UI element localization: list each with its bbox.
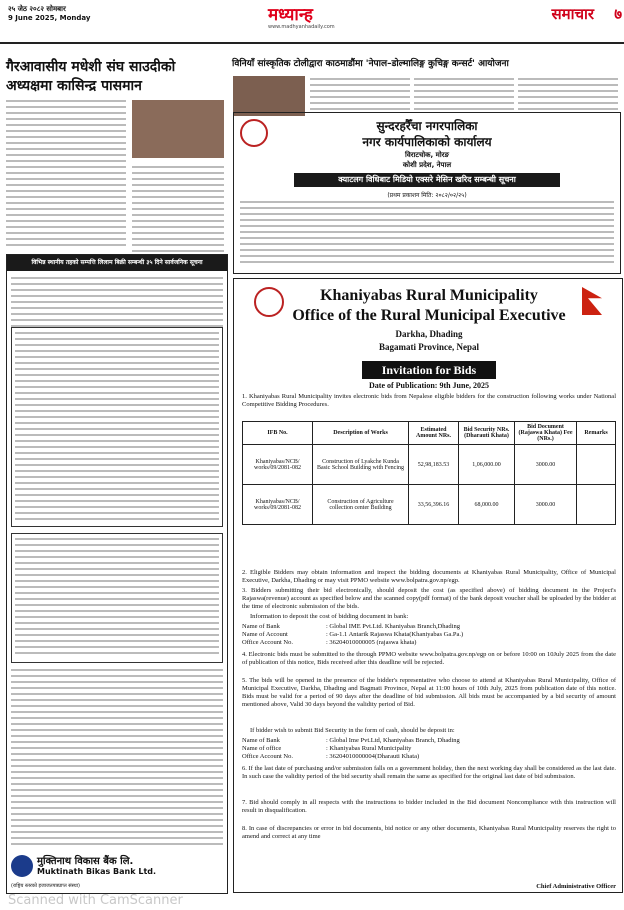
publication-date: Date of Publication: 9th June, 2025 bbox=[369, 381, 489, 390]
notice-title-2: नगर कार्यपालिकाको कार्यालय bbox=[362, 135, 492, 149]
bank-label: Name of office bbox=[242, 745, 282, 752]
bank-label: Name of Account bbox=[242, 631, 288, 638]
bids-table bbox=[242, 421, 616, 525]
khaniyabas-notice bbox=[233, 278, 623, 893]
bank-info-1 bbox=[242, 623, 463, 647]
notice-body bbox=[240, 201, 614, 267]
cell-remarks bbox=[577, 445, 616, 485]
table-row bbox=[243, 445, 616, 485]
para-2: 2. Eligible Bidders may obtain information and inspect the bidding documents at Khaniyabas Rural Municipality, Office of Municipal Executive, Darkha, Dhading or may visit PPMO website www.bolpatra.gov.np/egp. bbox=[242, 569, 616, 584]
para-8: 8. In case of discrepancies or error in bid documents, bid notice or any other documents, Khaniyabas Rural Municipality reserves the right to amend and correct at any time bbox=[242, 825, 616, 840]
date-english: 9 June 2025, Monday bbox=[8, 14, 91, 22]
address-line-2: Bagamati Province, Nepal bbox=[378, 342, 480, 352]
left-story-body-2 bbox=[132, 166, 224, 262]
para-4: 4. Electronic bids must be submitted to the through PPMO website www.bolpatra.gov.np/egp on or before 10:00 on 10July 2025 from the date of publication of this notice, Bids received after this deadline will be rejected. bbox=[242, 651, 616, 666]
para-3b: Information to deposit the cost of bidding document in bank: bbox=[250, 613, 409, 620]
bank-value: : Global Ime Pvt.Ltd, Khaniyabas Branch, Dhading bbox=[326, 737, 460, 744]
para-1: 1. Khaniyabas Rural Municipality invites electronic bids from Nepalese eligible bidders for the construction following works under National Competitive Bidding Procedures. bbox=[242, 393, 616, 408]
para-5: 5. The bids will be opened in the presence of the bidder's representative who choose to attend at Khaniyabas Rural Municipality, Office of Municipal Executive, Darkha, Dhading and Bagmati Province, Nepal at 11:00 hours of 10th July, 2025 from publication date of this notice. Bids must be valid for a period of 90 days after the deadline of bid submission. All bids must be accompanied by a bid security of amount mentioned above, Valid 30 days beyond the validity period of Bid. bbox=[242, 677, 616, 708]
bank-logo-icon bbox=[11, 855, 33, 877]
bank-label: Office Account No. bbox=[242, 753, 293, 760]
cell-bid-security: 1,06,000.00 bbox=[459, 445, 515, 485]
masthead bbox=[0, 0, 624, 44]
top-story-col1 bbox=[310, 78, 410, 114]
address-line-1: Darkha, Dhading bbox=[395, 329, 463, 339]
cell-document-fee: 3000.00 bbox=[515, 445, 577, 485]
notice-subject: क्याटलग विधिबाट मिडियो एक्सरे मेसिन खरिद सम्बन्धी सूचना bbox=[294, 173, 560, 187]
sundarharaicha-notice bbox=[233, 112, 621, 274]
cell-ifb: Khaniyabas/NCB/ works/09/2081-082 bbox=[243, 445, 313, 485]
auction-terms bbox=[11, 669, 223, 849]
cell-description: Construction of Agriculture collection center Building bbox=[313, 485, 409, 525]
signature: Chief Administrative Officer bbox=[536, 883, 616, 890]
bank-value: : Khaniyabas Rural Municipality bbox=[326, 745, 412, 752]
notice-title-1: सुन्दरहरैँचा नगरपालिका bbox=[376, 119, 478, 133]
bank-name-nepali: मुक्तिनाथ विकास बैंक लि. bbox=[37, 856, 134, 867]
auction-notice-intro bbox=[11, 277, 223, 331]
bank-value: : 36204010000004(Dharauti Khata) bbox=[326, 753, 420, 760]
col-bid-security: Bid Security NRs.(Dharauti Khata) bbox=[459, 422, 515, 445]
notice-address-1: विराटचोक, मोरङ bbox=[405, 151, 449, 159]
table-row bbox=[243, 485, 616, 525]
cell-estimate: 33,56,396.16 bbox=[409, 485, 459, 525]
top-story-photo bbox=[233, 76, 305, 116]
col-document-fee: Bid Document (Rajaswa Khata) Fee (NRs.) bbox=[515, 422, 577, 445]
col-description: Description of Works bbox=[313, 422, 409, 445]
scanner-watermark: Scanned with CamScanner bbox=[8, 893, 183, 908]
top-story-col3 bbox=[518, 78, 618, 114]
office-title: Office of the Rural Municipal Executive bbox=[292, 307, 566, 324]
col-estimate: Estimated Amount NRs. bbox=[409, 422, 459, 445]
bank-value: : 36204010000005 (rajaswa khata) bbox=[326, 639, 417, 646]
auction-notice-title: विभिन्न स्थानीय तहको सम्पत्ति लिलाम बिक्री सम्बन्धी ३५ दिने सार्वजनिक सूचना bbox=[7, 255, 227, 271]
col-ifb: IFB No. bbox=[243, 422, 313, 445]
cell-ifb: Khaniyabas/NCB/ works/09/2081-082 bbox=[243, 485, 313, 525]
top-story-col2 bbox=[414, 78, 514, 114]
table-header-row bbox=[243, 422, 616, 445]
bank-info-2 bbox=[242, 737, 460, 761]
cell-bid-security: 68,000.00 bbox=[459, 485, 515, 525]
notice-address-2: कोशी प्रदेश, नेपाल bbox=[402, 161, 452, 169]
date-nepali: २५ जेठ २०८२ सोमबार bbox=[8, 5, 66, 13]
col-remarks: Remarks bbox=[577, 422, 616, 445]
property-table-2 bbox=[11, 533, 223, 663]
bank-name-english: Muktinath Bikas Bank Ltd. bbox=[37, 867, 157, 876]
bank-label: Name of Bank bbox=[242, 623, 280, 630]
top-story-headline: विनियाँ सांस्कृतिक टोलीद्वारा काठमाडौंमा 'नेपाल–डोल्मालिङ्ग कुचिङ्ग कन्सर्ट' आयोजना bbox=[232, 59, 509, 69]
website: www.madhyanhadaily.com bbox=[268, 24, 335, 30]
story-photo bbox=[132, 100, 224, 158]
cell-description: Construction of Lyakche Kunda Basic School Building with Fencing bbox=[313, 445, 409, 485]
invitation-banner: Invitation for Bids bbox=[362, 361, 496, 379]
issue-date bbox=[8, 5, 90, 23]
para-3: 3. Bidders submitting their bid electronically, should deposit the cost (as specified above) of bidding document in the Project's Rajaswa(revenue) account as specified below and the scanned copy(pdf format) of the bank deposit voucher shall be uploaded by the bidder at the time of electronic submission of the bids. bbox=[242, 587, 616, 610]
notice-pub-date: (प्रथम प्रकाशन मिति: २०८२/०२/२५) bbox=[387, 192, 467, 199]
left-story-headline: गैरआवासीय मधेशी संघ साउदीको अध्यक्षमा कासिन्द्र पासमान bbox=[6, 59, 176, 94]
bank-value: : Global IME Pvt.Ltd. Khaniyabas Branch,Dhading bbox=[326, 623, 460, 630]
left-story-body bbox=[6, 100, 126, 250]
bank-label: Name of Bank bbox=[242, 737, 280, 744]
section-title: समाचार bbox=[551, 5, 594, 23]
para-7: 7. Bid should comply in all respects with the instructions to bidder included in the Bid document Noncompliance with this instruction will result in disqualification. bbox=[242, 799, 616, 814]
cell-remarks bbox=[577, 485, 616, 525]
cell-document-fee: 3000.00 bbox=[515, 485, 577, 525]
para-5b: If bidder wish to submit Bid Security in the form of cash, should be deposit in: bbox=[250, 727, 455, 734]
cell-estimate: 52,98,183.53 bbox=[409, 445, 459, 485]
page-number: ७ bbox=[614, 5, 622, 23]
property-table-1 bbox=[11, 327, 223, 527]
bank-tagline: (राष्ट्रिय स्तरको इजाजतपत्रप्राप्त संस्था) bbox=[11, 883, 80, 889]
newspaper-logo: मध्यान्ह bbox=[268, 5, 313, 25]
bank-label: Office Account No. bbox=[242, 639, 293, 646]
municipality-title: Khaniyabas Rural Municipality bbox=[320, 287, 538, 304]
para-6: 6. If the last date of purchasing and/or submission falls on a government holiday, then the next working day shall be considered as the last date. In such case the validity period of the bid security shall remain the same as specified for the original last date of bid submission. bbox=[242, 765, 616, 780]
bank-value: : Ga-1.1 Antarik Rajaswa Khata(Khaniyabas Ga.Pa.) bbox=[326, 631, 464, 638]
mukinath-notice bbox=[6, 254, 228, 894]
